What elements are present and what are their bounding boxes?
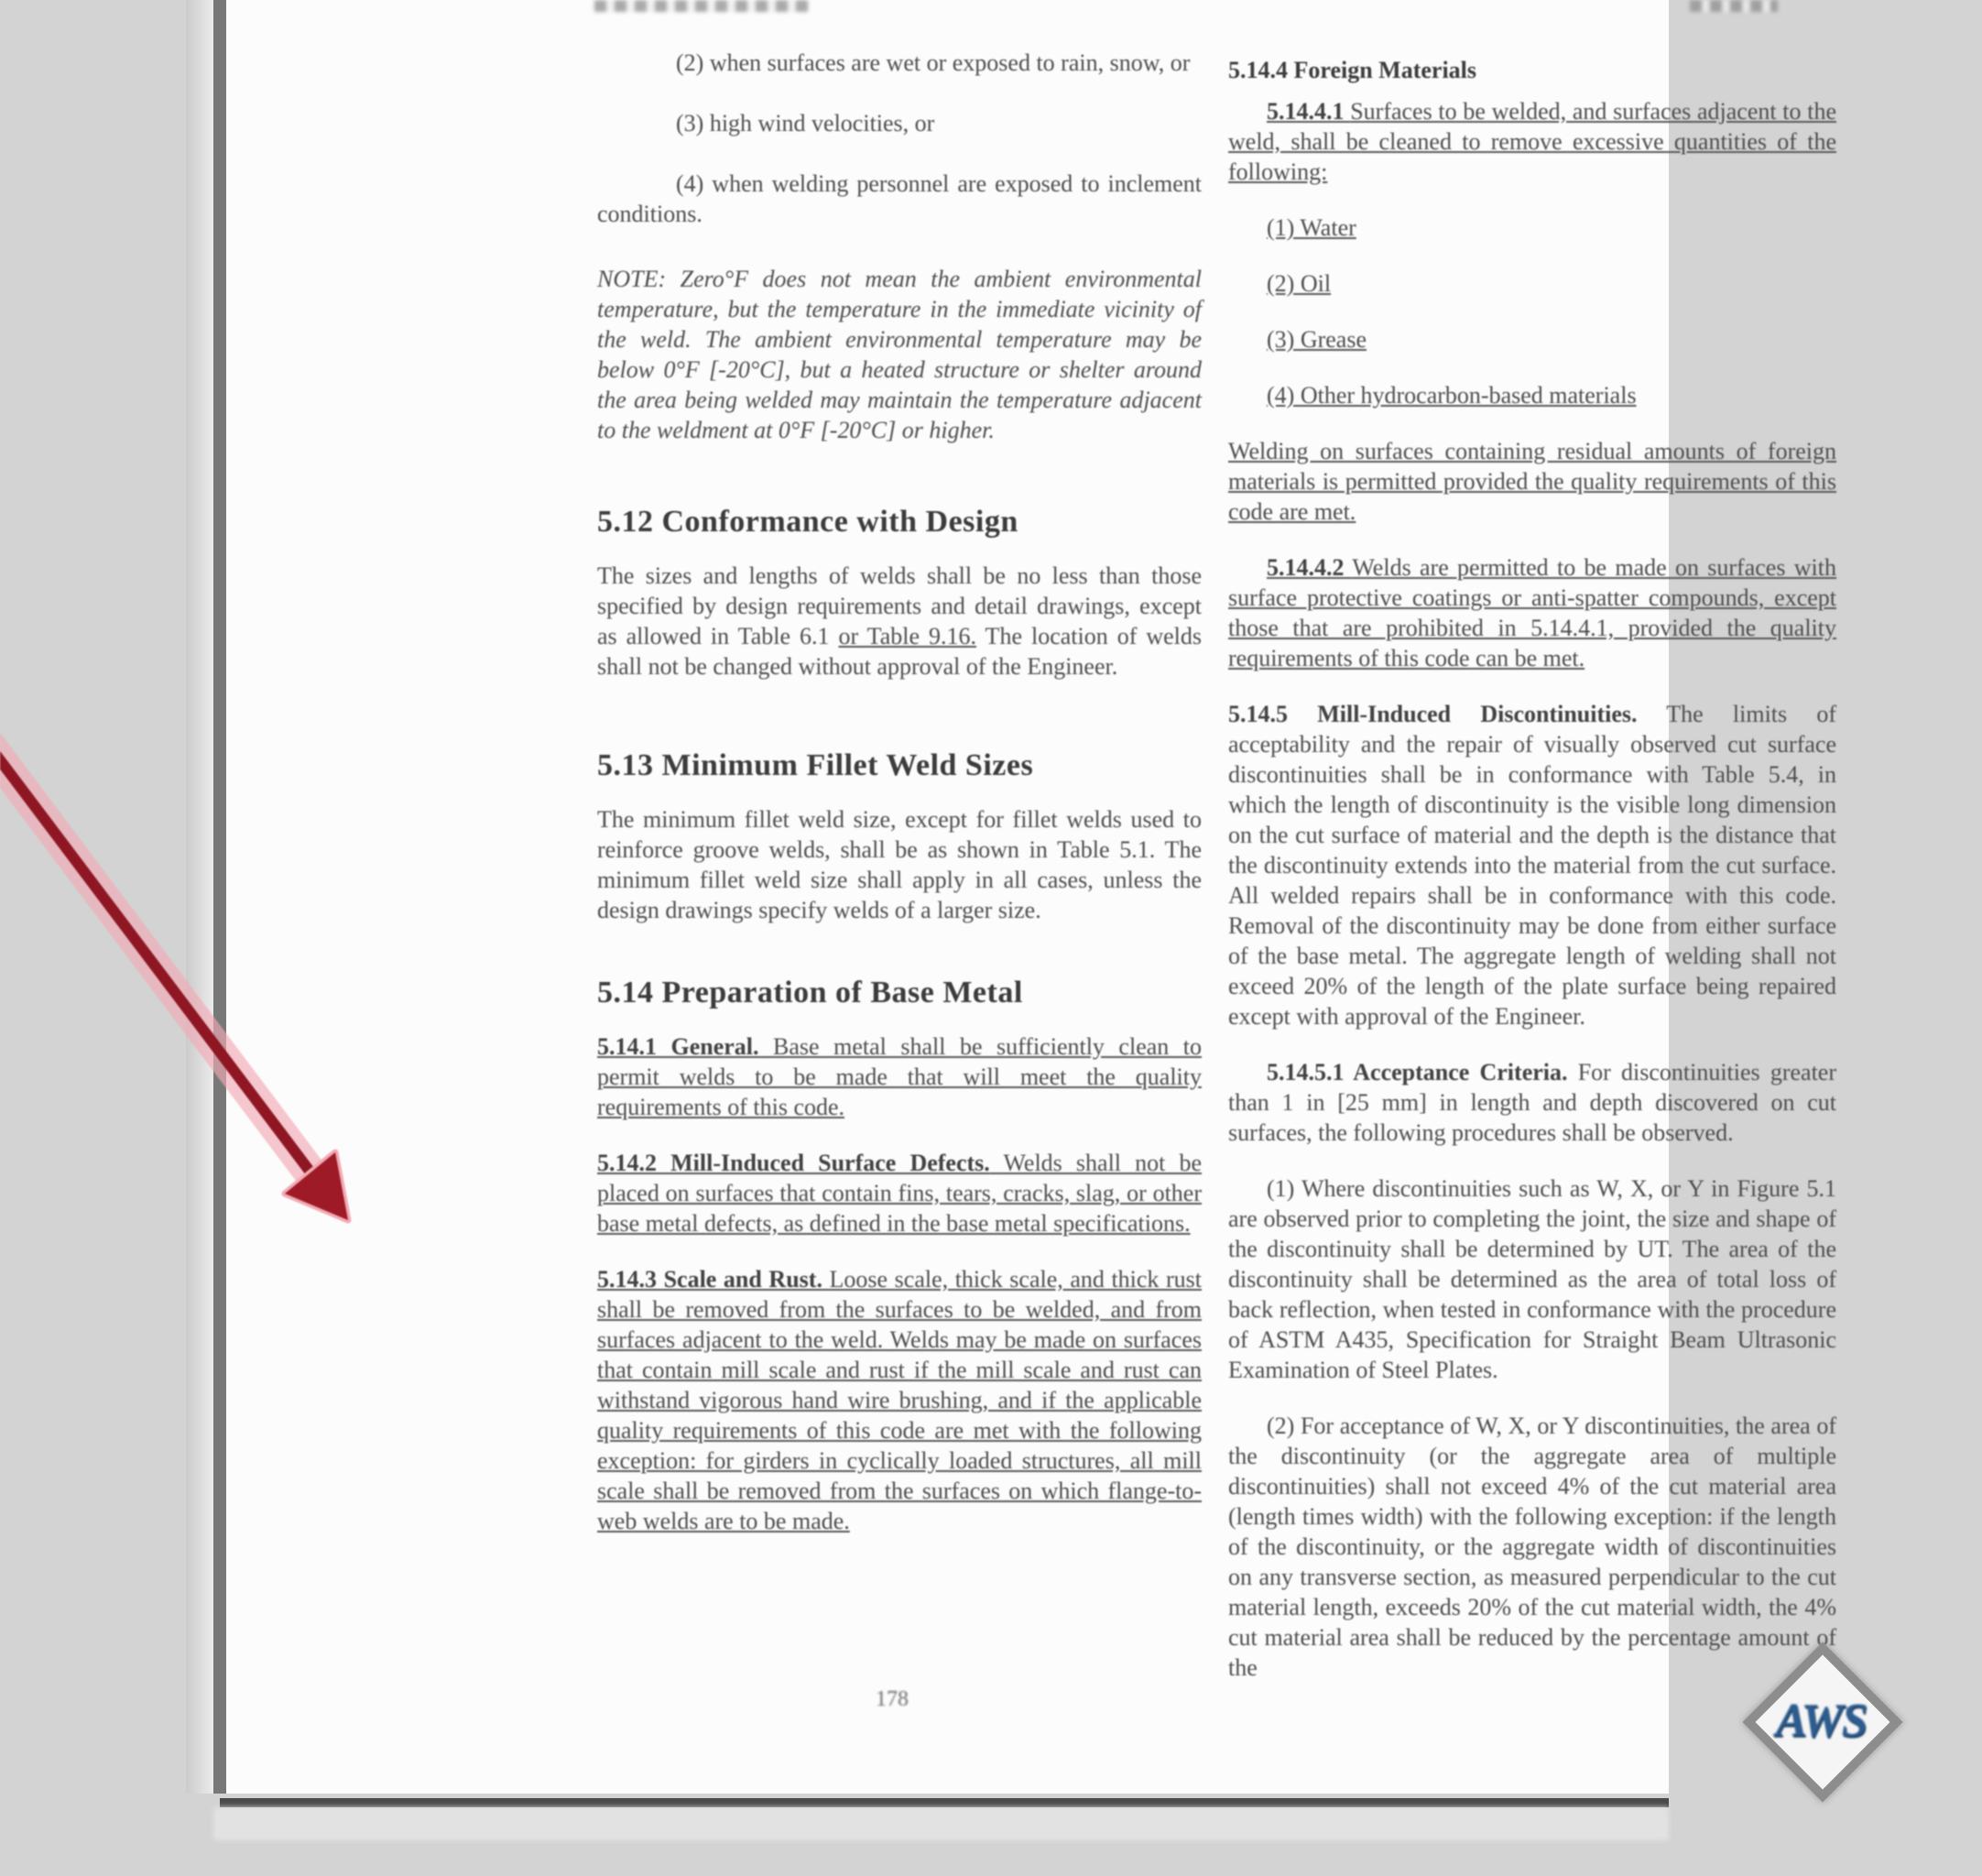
section-5-12-body-underlined: or Table 9.16.	[838, 623, 977, 649]
foreign-material-item-1: (1) Water	[1267, 214, 1356, 241]
section-5-14-4-2-lead: 5.14.4.2	[1267, 554, 1345, 581]
section-5-14-5-1-lead: 5.14.5.1 Acceptance Criteria.	[1267, 1059, 1568, 1085]
section-5-12-body-post: The location of welds shall not be changed without approval of the Engineer.	[597, 623, 1202, 680]
aws-logo	[1742, 1642, 1900, 1799]
section-5-14-5-1-paragraph	[1228, 1057, 1836, 1148]
section-5-14-2-lead: 5.14.2 Mill-Induced Surface Defects.	[597, 1150, 990, 1176]
section-5-14-2-text: Welds shall not be placed on surfaces that contain fins, tears, cracks, slag, or other base metal defects, as defined in the base metal specifications.	[597, 1150, 1203, 1237]
page-bottom-shadow	[213, 1807, 1669, 1840]
section-heading-5-13: 5.13 Minimum Fillet Weld Sizes	[597, 748, 1034, 782]
right-text-column	[1228, 0, 1836, 1683]
section-heading-5-12: 5.12 Conformance with Design	[597, 505, 1018, 539]
section-5-14-2-paragraph	[597, 1148, 1202, 1238]
foreign-material-item-3: (3) Grease	[1267, 326, 1367, 353]
foreign-material-item-4: (4) Other hydrocarbon-based materials	[1267, 382, 1637, 409]
foreign-material-item-2: (2) Oil	[1267, 270, 1332, 297]
section-5-14-3-lead: 5.14.3 Scale and Rust.	[597, 1266, 822, 1292]
section-5-14-5-paragraph	[1228, 699, 1836, 1031]
page-number: 178	[876, 1687, 909, 1711]
list-item-4: (4) when welding personnel are exposed to inclement conditions.	[597, 170, 1202, 227]
list-item-3: (3) high wind velocities, or	[676, 110, 935, 136]
section-5-14-1-lead: 5.14.1 General.	[597, 1033, 759, 1060]
list-item-2: (2) when surfaces are wet or exposed to rain, snow, or	[676, 49, 1191, 76]
acceptance-item-1-paragraph: (1) Where discontinuities such as W, X, or Y in Figure 5.1 are observed prior to completing the joint, the size and shape of the discontinuity shall be determined by UT. The area of the discontinuity shall be determined as the area of total loss of back reflection, when tested in conformance with the procedure of ASTM A435, Specification for Straight Beam Ultrasonic Examination of Steel Plates.	[1228, 1175, 1836, 1383]
section-5-12-body	[597, 561, 1202, 682]
left-text-column	[597, 0, 1202, 1536]
section-5-14-1-paragraph	[597, 1031, 1202, 1122]
section-5-14-1-text: Base metal shall be sufficiently clean to permit welds to be made that will meet the quality requirements of this code.	[597, 1033, 1203, 1120]
section-5-14-4-2-text: Welds are permitted to be made on surfaces with surface protective coatings or anti-spatter compounds, except those that are prohibited in 5.14.4.1, provided the quality requirements of this code can be met.	[1228, 554, 1836, 671]
section-heading-5-14-4: 5.14.4 Foreign Materials	[1228, 57, 1477, 83]
section-5-14-4-1-text: Surfaces to be welded, and surfaces adjacent to the weld, shall be cleaned to remove excessive quantities of the following:	[1228, 98, 1836, 185]
acceptance-item-2-paragraph: (2) For acceptance of W, X, or Y discontinuities, the area of the discontinuity (or the aggregate area of multiple discontinuities) shall not exceed 4% of the cut material area (length times width) with the following exception: if the length of the discontinuity, or the aggregate width of discontinuities on any transverse section, as measured perpendicular to the cut material length, exceeds 20% of the cut material width, the 4% cut material area shall be reduced by the percentage amount of the	[1228, 1412, 1836, 1681]
section-5-14-5-text: The limits of acceptability and the repair of visually observed cut surface discontinuities shall be in conformance with Table 5.4, in which the length of discontinuity is the visible long dimension on the cut surface of material and the depth is the distance that the discontinuity extends into the material from the cut surface. All welded repairs shall be in conformance with this code. Removal of the discontinuity may be done from either surface of the base metal. The aggregate length of welding shall not exceed 20% of the length of the plate surface being repaired except with approval of the Engineer.	[1228, 701, 1837, 1030]
aws-logo-text: AWS	[1775, 1694, 1867, 1747]
section-5-12-body-pre: The sizes and lengths of welds shall be no less than those specified by design requirements and detail drawings, except as allowed in Table 6.1	[597, 562, 1202, 649]
section-heading-5-14: 5.14 Preparation of Base Metal	[597, 976, 1023, 1009]
section-5-14-3-text: Loose scale, thick scale, and thick rust shall be removed from the surfaces to be welded, and from surfaces adjacent to the weld. Welds may be made on surfaces that contain mill scale and rust if the mill scale and rust can withstand vigorous hand wire brushing, and if the applicable quality requirements of this code are met with the following exception: for girders in cyclically loaded structures, all mill scale shall be removed from the surfaces on which flange-to-web welds are to be made.	[597, 1266, 1203, 1534]
section-5-14-5-lead: 5.14.5 Mill-Induced Discontinuities.	[1228, 701, 1638, 727]
section-5-14-4-1-paragraph	[1228, 96, 1836, 187]
section-5-14-4-2-paragraph	[1228, 552, 1836, 673]
page-left-edge-shading	[186, 0, 213, 1794]
page-bottom-edge	[220, 1798, 1669, 1807]
residual-materials-paragraph: Welding on surfaces containing residual amounts of foreign materials is permitted provided the quality requirements of this code are met.	[1228, 438, 1836, 525]
section-5-14-5-1-text: For discontinuities greater than 1 in [25 mm] in length and depth discovered on cut surfaces, the following procedures shall be observed.	[1228, 1059, 1836, 1146]
section-5-14-3-paragraph	[597, 1264, 1202, 1536]
section-5-14-4-1-lead: 5.14.4.1	[1267, 98, 1345, 125]
temperature-note: NOTE: Zero°F does not mean the ambient environmental temperature, but the temperature in the immediate vicinity of the weld. The ambient environmental temperature may be below 0°F [-20°C], but a heated structure or shelter around the area being welded may maintain the temperature adjacent to the weldment at 0°F [-20°C] or higher.	[597, 266, 1202, 443]
section-5-13-body: The minimum fillet weld size, except for fillet welds used to reinforce groove welds, shall be as shown in Table 5.1. The minimum fillet weld size shall apply in all cases, unless the design drawings specify welds of a larger size.	[597, 806, 1202, 923]
